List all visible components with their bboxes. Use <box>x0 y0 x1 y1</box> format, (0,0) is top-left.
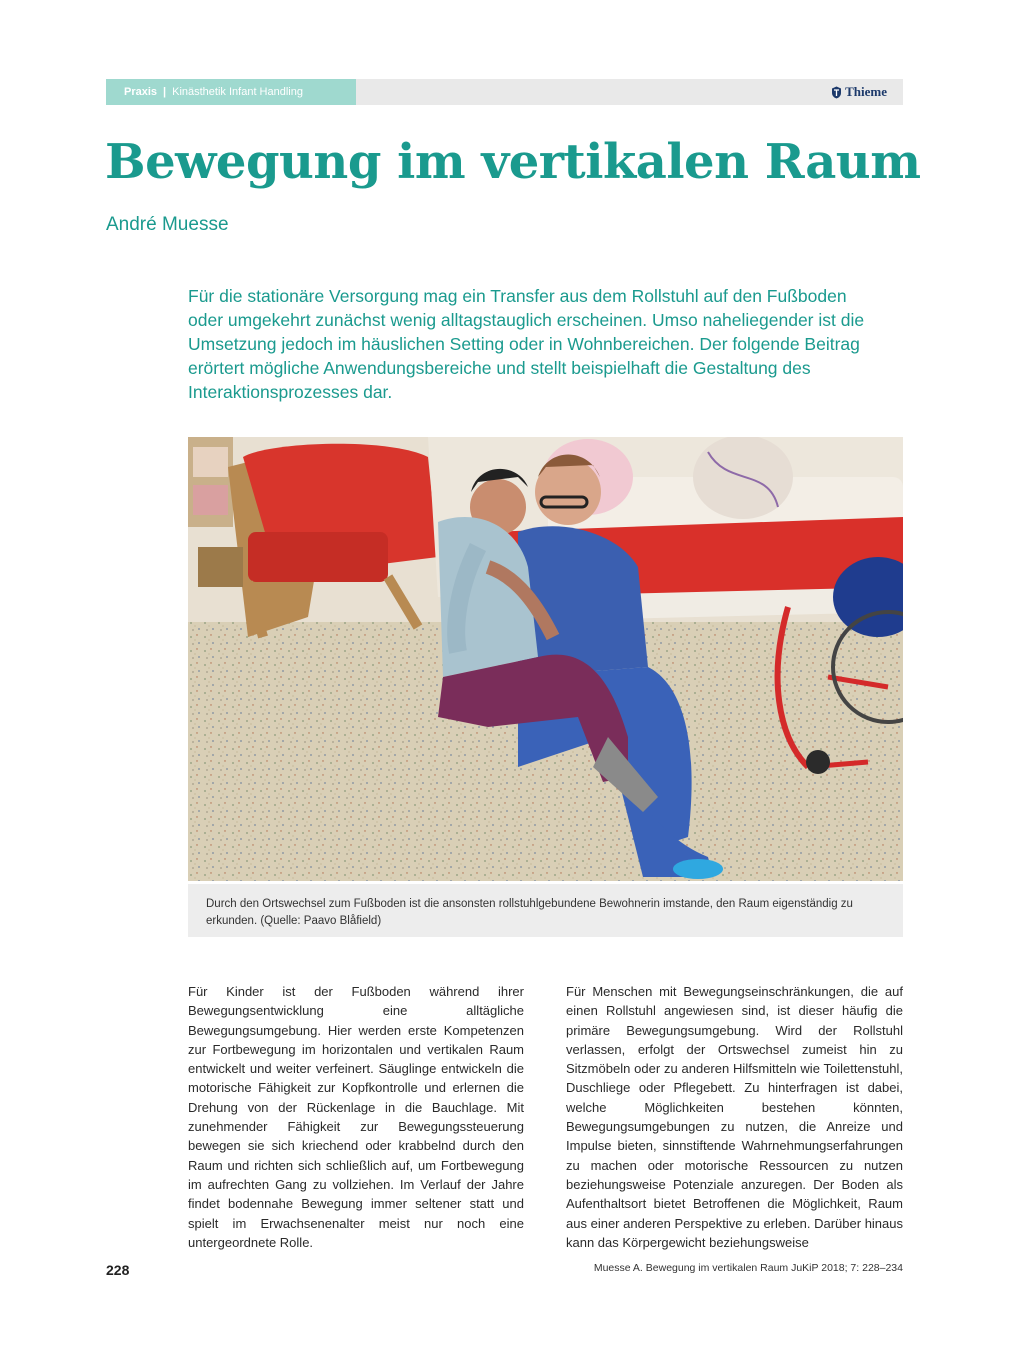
section-tab <box>106 79 356 105</box>
article-photo <box>188 437 903 881</box>
body-column-right: Für Menschen mit Bewegungseinschränkungen, die auf einen Rollstuhl angewiesen sind, ist dieser häufig die primäre Bewegungsumgebung. Wird der Rollstuhl verlassen, erfolgt der Ortswechsel zumeist hin zu Sitzmöbeln oder zu anderen Hilfsmitteln wie Toilettenstuhl, Duschliege oder Pflegebett. Zu hinterfragen ist dabei, welche Möglichkeiten bestehen könnten, Bewegungsumgebungen zu nutzen, die Anreize und Impulse bieten, sinnstiftende Wahrnehmungserfahrungen zu machen oder motorische Ressourcen zu nutzen beziehungsweise Potenziale anzuregen. Der Boden als Aufenthaltsort bietet Betroffenen die Möglichkeit, Raum aus einer anderen Perspektive zu erleben. Darüber hinaus kann das Körpergewicht beziehungsweise <box>566 984 903 1250</box>
article-author: André Muesse <box>106 214 229 235</box>
page-number: 228 <box>106 1262 130 1278</box>
footer-citation: Muesse A. Bewegung im vertikalen Raum JuKiP 2018; 7: 228–234 <box>593 1262 903 1274</box>
thieme-emblem-icon <box>831 86 842 99</box>
section-label: Praxis <box>124 86 158 98</box>
publisher-name: Thieme <box>845 84 887 99</box>
running-header <box>106 79 903 105</box>
photo-illustration <box>188 437 903 881</box>
publisher-logo <box>831 79 887 105</box>
section-separator: | <box>163 86 167 98</box>
body-column-left: Für Kinder ist der Fußboden während ihrer Bewegungsentwicklung eine alltägliche Bewegungsumgebung. Hier werden erste Kompetenzen zur Fortbewegung im horizontalen und vertikalen Raum entwickelt und weiter verfeinert. Säuglinge entwickeln die motorische Fähigkeit zur Kopfkontrolle und erlernen die Drehung von der Rückenlage in die Bauchlage. Mit zunehmender Fähigkeit zur Bewegungssteuerung bewegen sie sich kriechend oder krabbelnd durch den Raum und richten sich schließlich auf, um Fortbewegung im aufrechten Gang zu vollziehen. Im Verlauf der Jahre findet bodennahe Bewegung immer seltener statt und spielt im Erwachsenenalter meist nur noch eine untergeordnete Rolle. <box>188 984 524 1250</box>
topic-label: Kinästhetik Infant Handling <box>172 86 303 98</box>
article-title: Bewegung im vertikalen Raum <box>105 134 921 190</box>
figure-caption: Durch den Ortswechsel zum Fußboden ist die ansonsten rollstuhlgebundene Bewohnerin imstande, den Raum eigenständig zu erkunden. (Quelle: Paavo Blåfield) <box>188 884 903 937</box>
article-abstract: Für die stationäre Versorgung mag ein Transfer aus dem Rollstuhl auf den Fußboden oder umgekehrt zunächst wenig alltagstauglich erscheinen. Umso naheliegender ist die Umsetzung jedoch im häuslichen Setting oder in Wohnbereichen. Der folgende Beitrag erörtert mögliche Anwendungsbereiche und stellt beispielhaft die Gestaltung des Interaktionsprozesses dar. <box>188 286 865 402</box>
